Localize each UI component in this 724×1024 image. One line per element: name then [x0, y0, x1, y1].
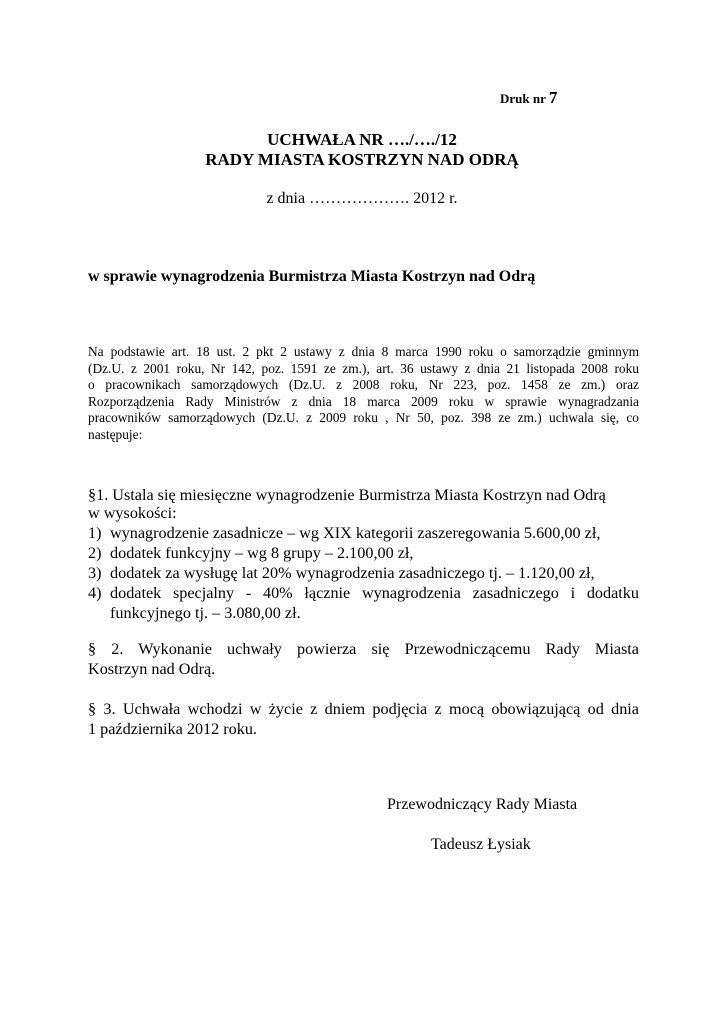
legal-basis-line: (Dz.U. z 2001 roku, Nr 142, poz. 1591 ze zm.), art. 36 ustawy z dnia 21 listopada 2008 roku [88, 360, 639, 376]
list-item-text: wynagrodzenie zasadnicze – wg XIX kategorii zaszeregowania 5.600,00 zł, [110, 524, 601, 542]
resolution-date: z dnia ………………. 2012 r. [266, 190, 458, 207]
section-2-line: § 2. Wykonanie uchwały powierza się Przewodniczącemu Rady Miasta [88, 640, 639, 658]
print-number [500, 88, 557, 108]
legal-basis-line: Na podstawie art. 18 ust. 2 pkt 2 ustawy z dnia 8 marca 1990 roku o samorządzie gminnym [88, 344, 639, 359]
print-number-value: 7 [548, 88, 558, 107]
list-item-text-block [110, 583, 639, 623]
section-3-line: § 3. Uchwała wchodzi w życie z dniem podjęcia z mocą obowiązującą od dnia [88, 700, 639, 718]
section-3 [88, 699, 639, 739]
legal-basis-paragraph [88, 344, 639, 444]
section-1-intro-cont: w wysokości: [88, 504, 177, 522]
list-item-number: 4) [88, 584, 102, 602]
council-name: RADY MIASTA KOSTRZYN NAD ODRĄ [205, 150, 519, 169]
list-item-number: 1) [88, 524, 102, 542]
list-item-number: 2) [88, 544, 102, 562]
resolution-title: UCHWAŁA NR …./…./12 [267, 130, 457, 149]
legal-basis-line: następuje: [88, 426, 143, 442]
signatory-name: Tadeusz Łysiak [431, 836, 531, 853]
section-2-line: Kostrzyn nad Odrą. [88, 660, 216, 678]
list-item-text: dodatek za wysługę lat 20% wynagrodzenia zasadniczego tj. – 1.120,00 zł, [110, 564, 595, 582]
resolution-subject: w sprawie wynagrodzenia Burmistrza Miasta Kostrzyn nad Odrą [88, 268, 536, 285]
section-2 [88, 639, 639, 679]
list-item-number: 3) [88, 564, 102, 582]
print-number-label: Druk nr [500, 91, 546, 106]
legal-basis-line: Rozporządzenia Rady Ministrów z dnia 18 marca 2009 roku w sprawie wynagradzania [88, 393, 639, 409]
section-1-intro: §1. Ustala się miesięczne wynagrodzenie Burmistrza Miasta Kostrzyn nad Odrą [88, 486, 606, 504]
signatory-role: Przewodniczący Rady Miasta [387, 796, 578, 813]
section-3-line: 1 października 2012 roku. [88, 720, 258, 738]
legal-basis-line: o pracownikach samorządowych (Dz.U. z 2008 roku, Nr 223, poz. 1458 ze zm.) oraz [88, 377, 639, 393]
legal-basis-line: pracowników samorządowych (Dz.U. z 2009 roku , Nr 50, poz. 398 ze zm.) uchwala się, co [88, 410, 639, 426]
list-item-text: dodatek specjalny - 40% łącznie wynagrodzenia zasadniczego i dodatku [110, 584, 639, 602]
list-item-text-cont: funkcyjnego tj. – 3.080,00 zł. [110, 604, 301, 622]
list-item-text: dodatek funkcyjny – wg 8 grupy – 2.100,00 zł, [110, 544, 414, 562]
